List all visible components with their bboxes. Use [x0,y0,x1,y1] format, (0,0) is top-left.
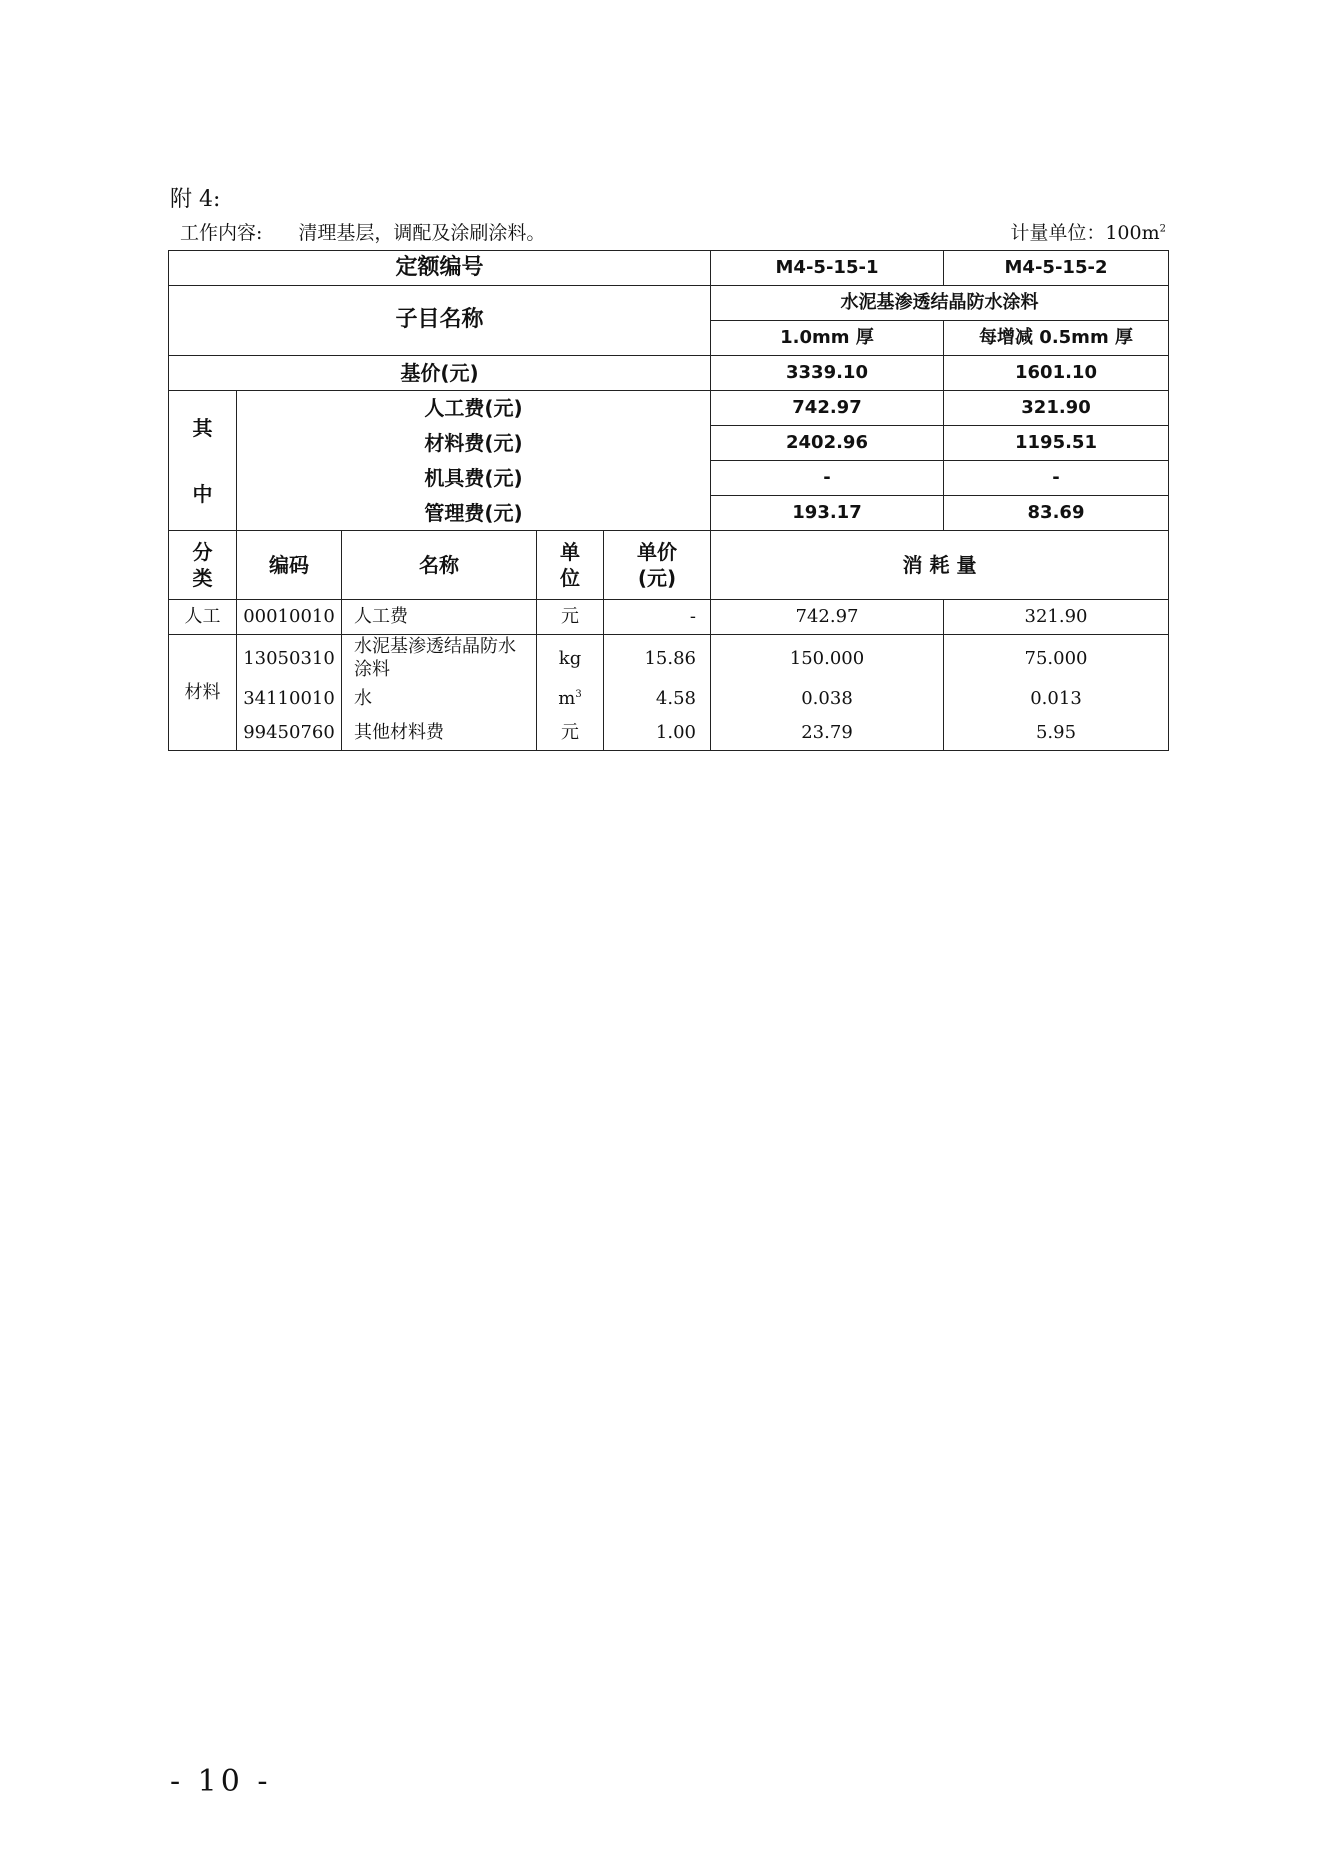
row-name: 水 [342,682,537,716]
fee-value: 2402.96 [711,426,944,461]
fee-value: 1195.51 [944,426,1169,461]
row-value-2: 0.013 [944,682,1169,716]
item-name: 水泥基渗透结晶防水涂料 [711,286,1169,321]
row-value-2: 5.95 [944,716,1169,751]
quota-table [168,250,1169,751]
row-name: 人工费 [342,600,537,635]
sub-name-2: 每增减 0.5mm 厚 [944,321,1169,356]
work-content-line [180,218,1166,245]
header-category [169,531,237,600]
header-category-1: 分 [192,540,213,564]
base-price-label: 基价(元) [169,356,711,391]
fee-value: 321.90 [944,391,1169,426]
row-unit-text: m [558,688,576,710]
quota-code-row [169,251,1169,286]
base-price-1: 3339.10 [711,356,944,391]
table-row [169,635,1169,682]
header-price [604,531,711,600]
table-row [169,682,1169,716]
fee-value: 193.17 [711,496,944,531]
item-name-row [169,286,1169,321]
row-category: 材料 [169,635,237,751]
row-value-1: 742.97 [711,600,944,635]
row-code: 99450760 [237,716,342,751]
fee-label: 人工费(元) [237,391,711,426]
header-code: 编码 [237,531,342,600]
unit-label: 计量单位：100m [1010,222,1160,244]
fee-row [169,496,1169,531]
row-unit: 元 [537,716,604,751]
row-value-2: 75.000 [944,635,1169,682]
row-price: - [604,600,711,635]
row-price: 4.58 [604,682,711,716]
table-row [169,716,1169,751]
unit-sup: 2 [1159,223,1166,235]
header-unit [537,531,604,600]
row-value-1: 150.000 [711,635,944,682]
row-price: 15.86 [604,635,711,682]
row-unit [537,682,604,716]
row-code: 00010010 [237,600,342,635]
among-bottom: 中 [192,481,213,506]
header-unit-2: 位 [560,566,580,590]
fee-value: - [944,461,1169,496]
header-price-1: 单价 [637,540,677,564]
fee-label: 材料费(元) [237,426,711,461]
quota-code-1: M4-5-15-1 [711,251,944,286]
header-category-2: 类 [192,566,213,590]
table-row [169,600,1169,635]
quota-code-label: 定额编号 [169,251,711,286]
fee-label: 管理费(元) [237,496,711,531]
header-name: 名称 [342,531,537,600]
row-value-1: 23.79 [711,716,944,751]
header-unit-1: 单 [560,540,580,564]
attachment-label: 附 4: [170,187,221,212]
row-value-1: 0.038 [711,682,944,716]
row-unit: 元 [537,600,604,635]
work-content-text: 清理基层，调配及涂刷涂料。 [298,222,546,244]
row-code: 34110010 [237,682,342,716]
among-label [169,391,237,531]
row-code: 13050310 [237,635,342,682]
fee-value: - [711,461,944,496]
row-name: 水泥基渗透结晶防水涂料 [342,635,537,682]
row-category: 人工 [169,600,237,635]
row-unit-sup: 3 [575,689,582,701]
header-consumption: 消 耗 量 [711,531,1169,600]
column-header-row [169,531,1169,600]
work-content-label: 工作内容: [180,222,263,244]
row-price: 1.00 [604,716,711,751]
sub-name-1: 1.0mm 厚 [711,321,944,356]
base-price-row [169,356,1169,391]
fee-row [169,426,1169,461]
fee-value: 83.69 [944,496,1169,531]
row-value-2: 321.90 [944,600,1169,635]
quota-code-2: M4-5-15-2 [944,251,1169,286]
fee-row [169,391,1169,426]
base-price-2: 1601.10 [944,356,1169,391]
header-price-2: (元) [637,566,677,590]
row-unit: kg [537,635,604,682]
fee-row [169,461,1169,496]
page-number: - 10 - [170,1764,272,1799]
fee-label: 机具费(元) [237,461,711,496]
row-name: 其他材料费 [342,716,537,751]
item-name-label: 子目名称 [169,286,711,356]
fee-value: 742.97 [711,391,944,426]
among-top: 其 [192,415,213,440]
